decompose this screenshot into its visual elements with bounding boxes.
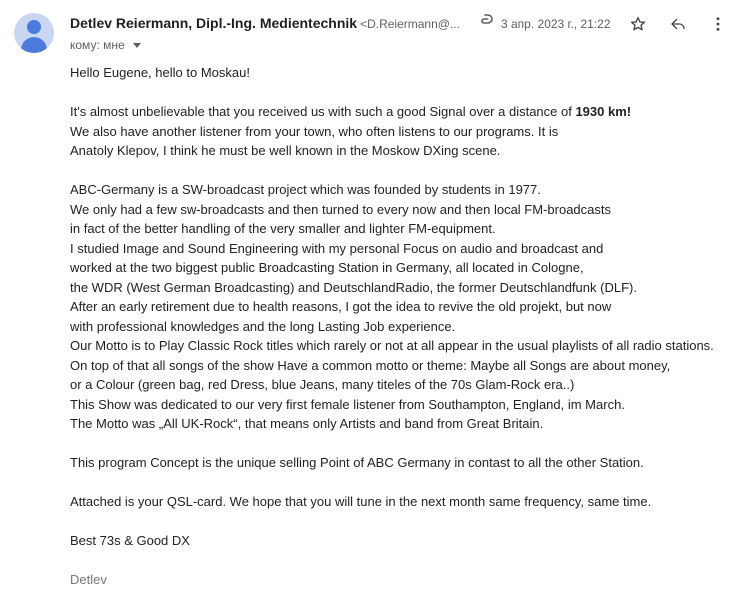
star-button[interactable]	[626, 12, 650, 36]
body-line: the WDR (West German Broadcasting) and DeutschlandRadio, the former Deutschlandfunk (DLF).	[70, 279, 637, 295]
sender-avatar[interactable]	[14, 13, 54, 53]
closing-line: Best 73s & Good DX	[70, 533, 190, 548]
body-line: or a Colour (green bag, red Dress, blue Jeans, many titeles of the 70s Glam-Rock era..)	[70, 377, 575, 392]
body-line: Attached is your QSL-card. We hope that you will tune in the next month same frequency, same time.	[70, 494, 652, 509]
body-text-segment: It's almost unbelievable that you received us with such a good Signal over a distance of	[70, 104, 576, 119]
attachment-icon	[476, 14, 496, 30]
body-line: with professional knowledges and the long Lasting Job experience.	[70, 318, 456, 334]
sender-email[interactable]: <D.Reiermann@...	[360, 17, 460, 31]
recipient-details-toggle[interactable]	[70, 38, 141, 52]
blank-line	[70, 434, 725, 454]
avatar-body-shape	[21, 37, 47, 53]
body-line: The Motto was „All UK-Rock“, that means only Artists and band from Great Britain.	[70, 416, 544, 431]
blank-line	[70, 83, 725, 103]
body-line: I studied Image and Sound Engineering with my personal Focus on audio and broadcast and	[70, 240, 604, 256]
blank-line	[70, 551, 725, 571]
body-line: Our Motto is to Play Classic Rock titles which rarely or not at all appear in the usual playlists of all radio stations.	[70, 338, 714, 353]
greeting-line: Hello Eugene, hello to Moskau!	[70, 65, 250, 80]
more-vert-icon	[709, 15, 727, 33]
message-body	[70, 63, 725, 590]
signature: Detlev	[70, 572, 107, 587]
recipient-label: кому: мне	[70, 38, 125, 52]
more-options-button[interactable]	[706, 12, 730, 36]
reply-icon	[669, 15, 687, 33]
body-line: On top of that all songs of the show Have a common motto or theme: Maybe all Songs are about money,	[70, 357, 671, 373]
blank-line	[70, 473, 725, 493]
body-line: in fact of the better handling of the very smaller and lighter FM-equipment.	[70, 221, 496, 236]
message-date: 3 апр. 2023 г., 21:22	[501, 17, 611, 31]
blank-line	[70, 512, 725, 532]
body-line: After an early retirement due to health reasons, I got the idea to revive the old projekt, but now	[70, 299, 612, 314]
star-icon	[629, 15, 647, 33]
blank-line	[70, 161, 725, 181]
body-line: ABC-Germany is a SW-broadcast project which was founded by students in 1977.	[70, 182, 541, 197]
body-line: We also have another listener from your town, who often listens to our programs. It is	[70, 123, 559, 139]
avatar-head-shape	[27, 20, 41, 34]
sender-name[interactable]: Detlev Reiermann, Dipl.-Ing. Medientechnik	[70, 15, 358, 31]
body-line: We only had a few sw-broadcasts and then turned to every now and then local FM-broadcasts	[70, 201, 611, 217]
body-line	[70, 102, 725, 122]
body-line: Anatoly Klepov, I think he must be well known in the Moskow DXing scene.	[70, 143, 501, 158]
distance-highlight: 1930 km!	[575, 104, 632, 119]
body-line: This program Concept is the unique selling Point of ABC Germany in contast to all the other Station.	[70, 455, 644, 470]
chevron-down-icon	[133, 43, 141, 48]
body-line: This Show was dedicated to our very first female listener from Southampton, England, im March.	[70, 396, 625, 412]
sender-header	[70, 15, 460, 31]
reply-button[interactable]	[666, 12, 690, 36]
body-line: worked at the two biggest public Broadcasting Station in Germany, all located in Cologne,	[70, 260, 584, 275]
